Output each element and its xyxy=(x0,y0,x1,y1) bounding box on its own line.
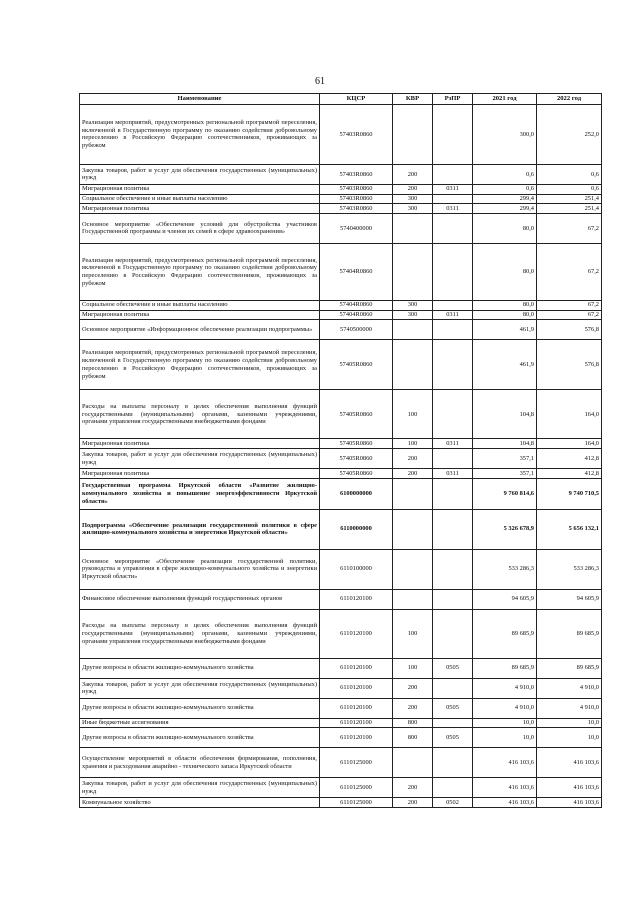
table-row xyxy=(80,320,602,340)
cell-kcsr: 6110120100 xyxy=(320,658,393,678)
cell-name: Миграционная политика xyxy=(80,204,320,214)
cell-rzpr: 0311 xyxy=(433,469,473,479)
cell-kcsr: 6110125000 xyxy=(320,748,393,778)
cell-amount-2021: 416 103,6 xyxy=(473,778,537,798)
cell-rzpr xyxy=(433,243,473,300)
cell-kvr: 200 xyxy=(393,798,433,808)
table-row xyxy=(80,718,602,728)
cell-name: Закупка товаров, работ и услуг для обеспечения государственных (муниципальных) нужд xyxy=(80,778,320,798)
cell-amount-2022: 412,8 xyxy=(537,469,602,479)
header-kcsr: КЦСР xyxy=(320,94,393,105)
cell-rzpr xyxy=(433,194,473,204)
cell-name: Миграционная политика xyxy=(80,310,320,320)
cell-rzpr: 0505 xyxy=(433,658,473,678)
cell-amount-2022: 164,0 xyxy=(537,390,602,439)
cell-kvr: 200 xyxy=(393,698,433,718)
page-number: 61 xyxy=(315,76,325,87)
cell-kcsr: 57403R0860 xyxy=(320,104,393,164)
cell-amount-2021: 461,9 xyxy=(473,320,537,340)
cell-amount-2022: 576,8 xyxy=(537,340,602,390)
cell-kvr: 300 xyxy=(393,204,433,214)
cell-rzpr xyxy=(433,748,473,778)
table-row xyxy=(80,243,602,300)
cell-name: Подпрограмма «Обеспечение реализации государственной политики в сфере жилищно-коммунального хозяйства и энергетики Иркутской области» xyxy=(80,509,320,549)
cell-kvr: 100 xyxy=(393,658,433,678)
cell-name: Закупка товаров, работ и услуг для обеспечения государственных (муниципальных) нужд xyxy=(80,678,320,698)
cell-amount-2021: 89 685,9 xyxy=(473,609,537,658)
cell-kvr xyxy=(393,213,433,243)
cell-kvr: 200 xyxy=(393,449,433,469)
cell-kvr: 200 xyxy=(393,678,433,698)
cell-kcsr: 57403R0860 xyxy=(320,164,393,184)
cell-rzpr xyxy=(433,549,473,589)
cell-name: Другие вопросы в области жилищно-коммунального хозяйства xyxy=(80,698,320,718)
cell-kvr: 100 xyxy=(393,439,433,449)
cell-amount-2022: 0,6 xyxy=(537,184,602,194)
cell-kvr xyxy=(393,478,433,509)
cell-amount-2022: 94 605,9 xyxy=(537,589,602,609)
cell-amount-2021: 80,0 xyxy=(473,300,537,310)
table-row xyxy=(80,390,602,439)
cell-name: Миграционная политика xyxy=(80,469,320,479)
cell-kvr xyxy=(393,748,433,778)
table-row xyxy=(80,449,602,469)
cell-kvr: 200 xyxy=(393,469,433,479)
cell-name: Основное мероприятие «Обеспечение условий для обустройства участников Государственной программы и членов их семей в сфере здравоохранения» xyxy=(80,213,320,243)
cell-kcsr: 6110125000 xyxy=(320,798,393,808)
cell-kvr xyxy=(393,509,433,549)
cell-amount-2021: 0,6 xyxy=(473,164,537,184)
cell-amount-2021: 80,0 xyxy=(473,310,537,320)
cell-name: Миграционная политика xyxy=(80,439,320,449)
cell-amount-2021: 299,4 xyxy=(473,204,537,214)
cell-kcsr: 5740500000 xyxy=(320,320,393,340)
cell-rzpr xyxy=(433,320,473,340)
cell-name: Закупка товаров, работ и услуг для обеспечения государственных (муниципальных) нужд xyxy=(80,449,320,469)
cell-amount-2022: 67,2 xyxy=(537,300,602,310)
cell-kvr: 100 xyxy=(393,609,433,658)
cell-amount-2022: 416 103,6 xyxy=(537,748,602,778)
header-year-2022: 2022 год xyxy=(537,94,602,105)
cell-amount-2021: 416 103,6 xyxy=(473,748,537,778)
cell-name: Миграционная политика xyxy=(80,184,320,194)
cell-amount-2021: 94 605,9 xyxy=(473,589,537,609)
cell-kvr: 300 xyxy=(393,194,433,204)
cell-amount-2022: 4 910,0 xyxy=(537,678,602,698)
table-row xyxy=(80,439,602,449)
cell-rzpr xyxy=(433,509,473,549)
cell-name: Осуществление мероприятий в области обеспечения формирования, пополнения, хранения и расходования аварийно - технического запаса Иркутской области xyxy=(80,748,320,778)
table-row xyxy=(80,469,602,479)
cell-amount-2022: 252,0 xyxy=(537,104,602,164)
cell-amount-2021: 461,9 xyxy=(473,340,537,390)
cell-amount-2022: 576,8 xyxy=(537,320,602,340)
cell-name: Государственная программа Иркутской области «Развитие жилищно-коммунального хозяйства и повышение энергоэффективности Иркутской области» xyxy=(80,478,320,509)
cell-amount-2021: 104,8 xyxy=(473,390,537,439)
cell-amount-2021: 533 286,3 xyxy=(473,549,537,589)
table-row xyxy=(80,300,602,310)
cell-kvr xyxy=(393,589,433,609)
cell-rzpr: 0311 xyxy=(433,439,473,449)
cell-kcsr: 57405R0860 xyxy=(320,390,393,439)
cell-amount-2022: 0,6 xyxy=(537,164,602,184)
cell-rzpr xyxy=(433,104,473,164)
cell-kvr: 200 xyxy=(393,184,433,194)
budget-table xyxy=(79,93,602,808)
cell-kvr: 200 xyxy=(393,778,433,798)
cell-amount-2021: 89 685,9 xyxy=(473,658,537,678)
cell-amount-2022: 67,2 xyxy=(537,310,602,320)
table-row xyxy=(80,798,602,808)
cell-amount-2022: 10,0 xyxy=(537,728,602,748)
cell-kvr xyxy=(393,549,433,589)
table-row xyxy=(80,658,602,678)
cell-rzpr xyxy=(433,589,473,609)
cell-amount-2022: 67,2 xyxy=(537,243,602,300)
cell-kvr: 800 xyxy=(393,728,433,748)
cell-kvr: 300 xyxy=(393,300,433,310)
cell-name: Расходы на выплаты персоналу в целях обеспечения выполнения функций государственными (муниципальными) органами, казенными учреждениями, органами управления государственными внебюджетными фондами xyxy=(80,609,320,658)
table-row xyxy=(80,698,602,718)
cell-kvr xyxy=(393,340,433,390)
header-kvr: КВР xyxy=(393,94,433,105)
cell-rzpr xyxy=(433,164,473,184)
cell-amount-2021: 416 103,6 xyxy=(473,798,537,808)
cell-name: Реализация мероприятий, предусмотренных региональной программой переселения, включенной в Государственную программу по оказанию содействия добровольному переселению в Российскую Федерацию соотечественников, проживающих за рубежом xyxy=(80,104,320,164)
cell-rzpr xyxy=(433,390,473,439)
table-row xyxy=(80,509,602,549)
cell-rzpr: 0505 xyxy=(433,728,473,748)
cell-kcsr: 57403R0860 xyxy=(320,184,393,194)
cell-kvr: 200 xyxy=(393,164,433,184)
cell-kcsr: 57403R0860 xyxy=(320,194,393,204)
cell-amount-2021: 357,1 xyxy=(473,469,537,479)
cell-amount-2022: 5 656 132,1 xyxy=(537,509,602,549)
table-row xyxy=(80,478,602,509)
cell-rzpr: 0311 xyxy=(433,310,473,320)
cell-amount-2022: 412,8 xyxy=(537,449,602,469)
cell-kcsr: 6110120100 xyxy=(320,728,393,748)
cell-amount-2021: 357,1 xyxy=(473,449,537,469)
cell-kcsr: 6110120100 xyxy=(320,698,393,718)
header-year-2021: 2021 год xyxy=(473,94,537,105)
cell-amount-2021: 10,0 xyxy=(473,728,537,748)
header-rzpr: РзПР xyxy=(433,94,473,105)
cell-name: Финансовое обеспечение выполнения функций государственных органов xyxy=(80,589,320,609)
cell-name: Реализация мероприятий, предусмотренных региональной программой переселения, включенной в Государственную программу по оказанию содействия добровольному переселению в Российскую Федерацию соотечественников, проживающих за рубежом xyxy=(80,340,320,390)
cell-name: Иные бюджетные ассигнования xyxy=(80,718,320,728)
cell-kvr xyxy=(393,243,433,300)
cell-name: Основное мероприятие «Обеспечение реализации государственной политики, руководства и управления в сфере жилищно-коммунального хозяйства и энергетики Иркутской области» xyxy=(80,549,320,589)
cell-kcsr: 6110120100 xyxy=(320,609,393,658)
cell-name: Расходы на выплаты персоналу в целях обеспечения выполнения функций государственными (муниципальными) органами, казенными учреждениями, органами управления государственными внебюджетными фондами xyxy=(80,390,320,439)
cell-rzpr: 0502 xyxy=(433,798,473,808)
cell-kvr xyxy=(393,320,433,340)
cell-rzpr xyxy=(433,778,473,798)
cell-kcsr: 57405R0860 xyxy=(320,449,393,469)
cell-amount-2022: 67,2 xyxy=(537,213,602,243)
cell-kcsr: 57404R0860 xyxy=(320,310,393,320)
cell-rzpr xyxy=(433,609,473,658)
cell-kvr: 100 xyxy=(393,390,433,439)
table-row xyxy=(80,204,602,214)
cell-rzpr xyxy=(433,478,473,509)
cell-amount-2022: 4 910,0 xyxy=(537,698,602,718)
cell-amount-2022: 251,4 xyxy=(537,204,602,214)
cell-amount-2021: 80,0 xyxy=(473,213,537,243)
cell-amount-2021: 104,8 xyxy=(473,439,537,449)
cell-amount-2022: 416 103,6 xyxy=(537,798,602,808)
cell-kcsr: 57405R0860 xyxy=(320,469,393,479)
cell-kvr: 800 xyxy=(393,718,433,728)
cell-amount-2021: 300,0 xyxy=(473,104,537,164)
cell-amount-2022: 533 286,3 xyxy=(537,549,602,589)
table-row xyxy=(80,778,602,798)
cell-amount-2022: 89 685,9 xyxy=(537,658,602,678)
cell-amount-2022: 10,0 xyxy=(537,718,602,728)
table-row xyxy=(80,728,602,748)
cell-rzpr: 0311 xyxy=(433,204,473,214)
cell-amount-2021: 299,4 xyxy=(473,194,537,204)
table-row xyxy=(80,164,602,184)
cell-name: Коммунальное хозяйство xyxy=(80,798,320,808)
cell-amount-2021: 4 910,0 xyxy=(473,678,537,698)
cell-rzpr xyxy=(433,718,473,728)
cell-amount-2021: 4 910,0 xyxy=(473,698,537,718)
cell-kcsr: 6110000000 xyxy=(320,509,393,549)
table-row xyxy=(80,678,602,698)
cell-name: Закупка товаров, работ и услуг для обеспечения государственных (муниципальных) нужд xyxy=(80,164,320,184)
header-name: Наименование xyxy=(80,94,320,105)
cell-amount-2022: 9 740 710,5 xyxy=(537,478,602,509)
cell-kcsr: 6110120100 xyxy=(320,718,393,728)
cell-name: Реализация мероприятий, предусмотренных региональной программой переселения, включенной в Государственную программу по оказанию содействия добровольному переселению в Российскую Федерацию соотечественников, проживающих за рубежом xyxy=(80,243,320,300)
cell-kcsr: 57405R0860 xyxy=(320,340,393,390)
cell-rzpr: 0311 xyxy=(433,184,473,194)
table-row xyxy=(80,549,602,589)
cell-rzpr xyxy=(433,213,473,243)
cell-amount-2021: 10,0 xyxy=(473,718,537,728)
cell-kvr: 300 xyxy=(393,310,433,320)
cell-amount-2022: 164,0 xyxy=(537,439,602,449)
cell-kcsr: 57405R0860 xyxy=(320,439,393,449)
table-header-row xyxy=(80,94,602,105)
cell-amount-2021: 0,6 xyxy=(473,184,537,194)
cell-kcsr: 57403R0860 xyxy=(320,204,393,214)
cell-kcsr: 57404R0860 xyxy=(320,243,393,300)
cell-name: Социальное обеспечение и иные выплаты населению xyxy=(80,300,320,310)
cell-amount-2021: 9 760 814,6 xyxy=(473,478,537,509)
table-row xyxy=(80,213,602,243)
table-row xyxy=(80,589,602,609)
cell-amount-2022: 251,4 xyxy=(537,194,602,204)
cell-amount-2021: 80,0 xyxy=(473,243,537,300)
cell-name: Другие вопросы в области жилищно-коммунального хозяйства xyxy=(80,658,320,678)
cell-rzpr xyxy=(433,449,473,469)
cell-name: Социальное обеспечение и иные выплаты населению xyxy=(80,194,320,204)
cell-kcsr: 6110120100 xyxy=(320,589,393,609)
cell-rzpr xyxy=(433,300,473,310)
table-row xyxy=(80,609,602,658)
cell-amount-2022: 89 685,9 xyxy=(537,609,602,658)
table-row xyxy=(80,194,602,204)
cell-kvr xyxy=(393,104,433,164)
cell-kcsr: 5740400000 xyxy=(320,213,393,243)
cell-kcsr: 6100000000 xyxy=(320,478,393,509)
cell-rzpr: 0505 xyxy=(433,698,473,718)
cell-rzpr xyxy=(433,340,473,390)
cell-amount-2021: 5 326 678,9 xyxy=(473,509,537,549)
table-row xyxy=(80,310,602,320)
table-row xyxy=(80,748,602,778)
table-row xyxy=(80,340,602,390)
cell-name: Другие вопросы в области жилищно-коммунального хозяйства xyxy=(80,728,320,748)
cell-name: Основное мероприятие «Информационное обеспечение реализации подпрограммы» xyxy=(80,320,320,340)
cell-rzpr xyxy=(433,678,473,698)
cell-kcsr: 6110100000 xyxy=(320,549,393,589)
table-row xyxy=(80,104,602,164)
cell-kcsr: 6110120100 xyxy=(320,678,393,698)
table-row xyxy=(80,184,602,194)
cell-amount-2022: 416 103,6 xyxy=(537,778,602,798)
cell-kcsr: 6110125000 xyxy=(320,778,393,798)
cell-kcsr: 57404R0860 xyxy=(320,300,393,310)
